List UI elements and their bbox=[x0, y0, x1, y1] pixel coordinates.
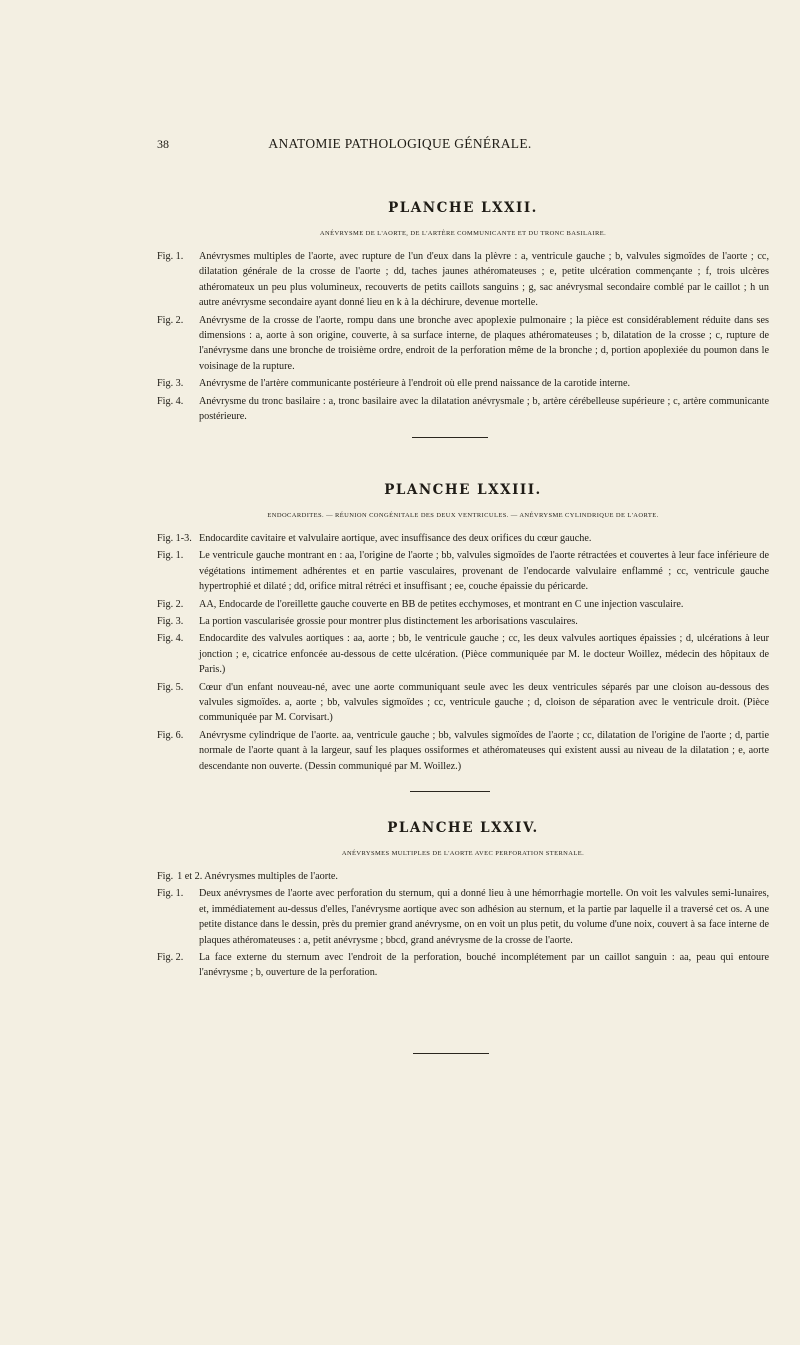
plate-lxxiv bbox=[157, 820, 769, 983]
figure-label: Fig. 2. bbox=[157, 314, 184, 326]
figure-label: Fig. 6. bbox=[157, 729, 184, 741]
figure-label: Fig. 2. bbox=[157, 952, 184, 964]
figure-label: Fig. 4. bbox=[157, 395, 184, 407]
plate-lxxiii bbox=[157, 482, 769, 776]
figure-text: Anévrysme du tronc basilaire : a, tronc basilaire avec la dilatation anévrysmale ; b, artère cérébelleuse supérieure ; c, artère communicante postérieure. bbox=[199, 395, 769, 423]
figure-caption bbox=[157, 728, 769, 774]
figure-text: AA, Endocarde de l'oreillette gauche couverte en BB de petites ecchymoses, et montrant en C une injection vasculaire. bbox=[199, 598, 684, 610]
figure-label: Fig. 5. bbox=[157, 681, 184, 693]
figure-text: Endocardite cavitaire et valvulaire aortique, avec insuffisance des deux orifices du cœur gauche. bbox=[199, 533, 592, 544]
plate-title: PLANCHE LXXII. bbox=[388, 200, 538, 216]
plate-title: PLANCHE LXXIII. bbox=[384, 482, 542, 498]
figure-caption bbox=[157, 631, 769, 677]
figure-text: 1 et 2. Anévrysmes multiples de l'aorte. bbox=[177, 871, 338, 882]
figure-text: La face externe du sternum avec l'endroit de la perforation, bouché incomplétement par un caillot sanguin : aa, peau qui entoure l'anévrysme ; b, ouverture de la perforation. bbox=[199, 952, 769, 979]
section-divider bbox=[410, 791, 490, 792]
figure-text: Anévrysme de l'artère communicante postérieure à l'endroit où elle prend naissance de la carotide interne. bbox=[199, 378, 631, 390]
figure-label: Fig. 4. bbox=[157, 633, 184, 645]
figure-caption bbox=[157, 680, 769, 726]
figure-text: Deux anévrysmes de l'aorte avec perforation du sternum, qui a donné lieu à une hémorrhagie mortelle. On voit les valvules semi-lunaires, et, immédiatement au-dessus d'elles, l'anévrysme aortique avec son adhésion au sternum, et la partie par laquelle il a traversé cet os. A une petite distance dans le dessin, près du premier grand anévrysme, on en voit un plus petit, du volume d'une noix, couvert à sa face interne de plaques athéromateuses : a, petit anévrysme ; bbcd, grand anévrysme de la crosse de l'aorte. bbox=[199, 888, 769, 946]
figure-text: Anévrysme cylindrique de l'aorte. aa, ventricule gauche ; bb, valvules sigmoïdes de l'aorte ; cc, dilatation de l'origine de l'aorte ; d, partie normale de l'aorte quant à la largeur, sauf les plaques ossiformes et athéromateuses qui existent aussi au niveau de la dilatation ; e, aorte descendante non ouverte. (Dessin communiqué par M. Woillez.) bbox=[199, 729, 769, 772]
figure-label: Fig. 1. bbox=[157, 251, 184, 262]
figure-text: La portion vascularisée grossie pour montrer plus distinctement les arborisations vasculaires. bbox=[199, 616, 578, 628]
plate-subtitle: ANÉVRYSME DE L'AORTE, DE L'ARTÈRE COMMUNICANTE ET DU TRONC BASILAIRE. bbox=[319, 230, 607, 237]
figure-text: Anévrysmes multiples de l'aorte, avec rupture de l'un d'eux dans la plèvre : a, ventricule gauche ; b, valvules sigmoïdes de l'aorte ; cc, dilatation générale de la crosse de l'aorte ; dd, taches jaunes athéromateuses ; e, petite ulcération commençante ; f, trois ulcères athéromateux un peu plus volumineux, recouverts de petits caillots sanguins ; g, sac anévrysmal secondaire comblé par le caillot ; h un autre anévrysme secondaire ayant donné lieu en k à la déchirure, devenue mortelle. bbox=[199, 251, 769, 309]
figure-label: Fig. 1. bbox=[157, 888, 184, 900]
plate-lxxii bbox=[157, 200, 769, 426]
page-number: 38 bbox=[157, 137, 169, 151]
figure-caption bbox=[157, 869, 769, 884]
figure-label: Fig. bbox=[157, 871, 174, 882]
plate-title: PLANCHE LXXIV. bbox=[387, 820, 539, 836]
section-divider bbox=[413, 1053, 489, 1054]
figure-label: Fig. 1-3. bbox=[157, 533, 192, 544]
figure-caption bbox=[157, 548, 769, 594]
figure-caption bbox=[157, 531, 769, 546]
figure-caption bbox=[157, 597, 769, 612]
figure-label: Fig. 3. bbox=[157, 616, 184, 628]
figure-caption bbox=[157, 394, 769, 425]
figure-caption bbox=[157, 950, 769, 981]
figure-text: Endocardite des valvules aortiques : aa, aorte ; bb, le ventricule gauche ; cc, les deux valvules aortiques épaissies ; d, ulcérations à leur jonction ; e, cicatrice enfoncée au-dessous de cette ulcération. (Pièce communiquée par M. le docteur Woillez, médecin des hôpitaux de Paris.) bbox=[199, 633, 769, 676]
figure-caption bbox=[157, 249, 769, 311]
running-title: ANATOMIE PATHOLOGIQUE GÉNÉRALE. bbox=[268, 136, 532, 151]
section-divider bbox=[412, 437, 488, 438]
figure-caption bbox=[157, 886, 769, 948]
figure-label: Fig. 2. bbox=[157, 598, 184, 610]
figure-text: Le ventricule gauche montrant en : aa, l'origine de l'aorte ; bb, valvules sigmoïdes de l'aorte rétractées et couvertes à leur face inférieure de végétations intimement adhérentes et en partie vasculaires, provenant de l'endocarde valvulaire enflammé ; cc, ventricule gauche hypertrophié et dilaté ; dd, orifice mitral rétréci et insuffisant ; ee, couche épaissie du péricarde. bbox=[199, 550, 769, 593]
figure-caption bbox=[157, 376, 769, 391]
plate-subtitle: ANÉVRYSMES MULTIPLES DE L'AORTE AVEC PERFORATION STERNALE. bbox=[341, 850, 585, 857]
figure-label: Fig. 3. bbox=[157, 378, 184, 390]
figure-text: Cœur d'un enfant nouveau-né, avec une aorte communiquant seule avec les deux ventricules séparés par une cloison au-dessous des valvules sigmoïdes. a, aorte ; bb, valvules sigmoïdes ; cc, ventricule gauche ; d, cloison de séparation avec le ventricule droit. (Pièce communiquée par M. Corvisart.) bbox=[199, 681, 769, 724]
figure-label: Fig. 1. bbox=[157, 550, 184, 562]
figure-text: Anévrysme de la crosse de l'aorte, rompu dans une bronche avec apoplexie pulmonaire ; la pièce est considérablement réduite dans ses dimensions : a, aorte à son origine, couverte, à sa surface interne, de plaques athéromateuses ; b, dilatation de la crosse ; c, rupture de l'anévrysme dans une bronche de troisième ordre, endroit de la perforation même de la bronche ; d, portion apoplexiée du poumon dans le voisinage de la rupture. bbox=[199, 314, 769, 372]
figure-caption bbox=[157, 313, 769, 375]
plate-subtitle: ENDOCARDITES. — RÉUNION CONGÉNITALE DES DEUX VENTRICULES. — ANÉVRYSME CYLINDRIQUE DE L'AORTE. bbox=[267, 512, 659, 519]
figure-caption bbox=[157, 614, 769, 629]
